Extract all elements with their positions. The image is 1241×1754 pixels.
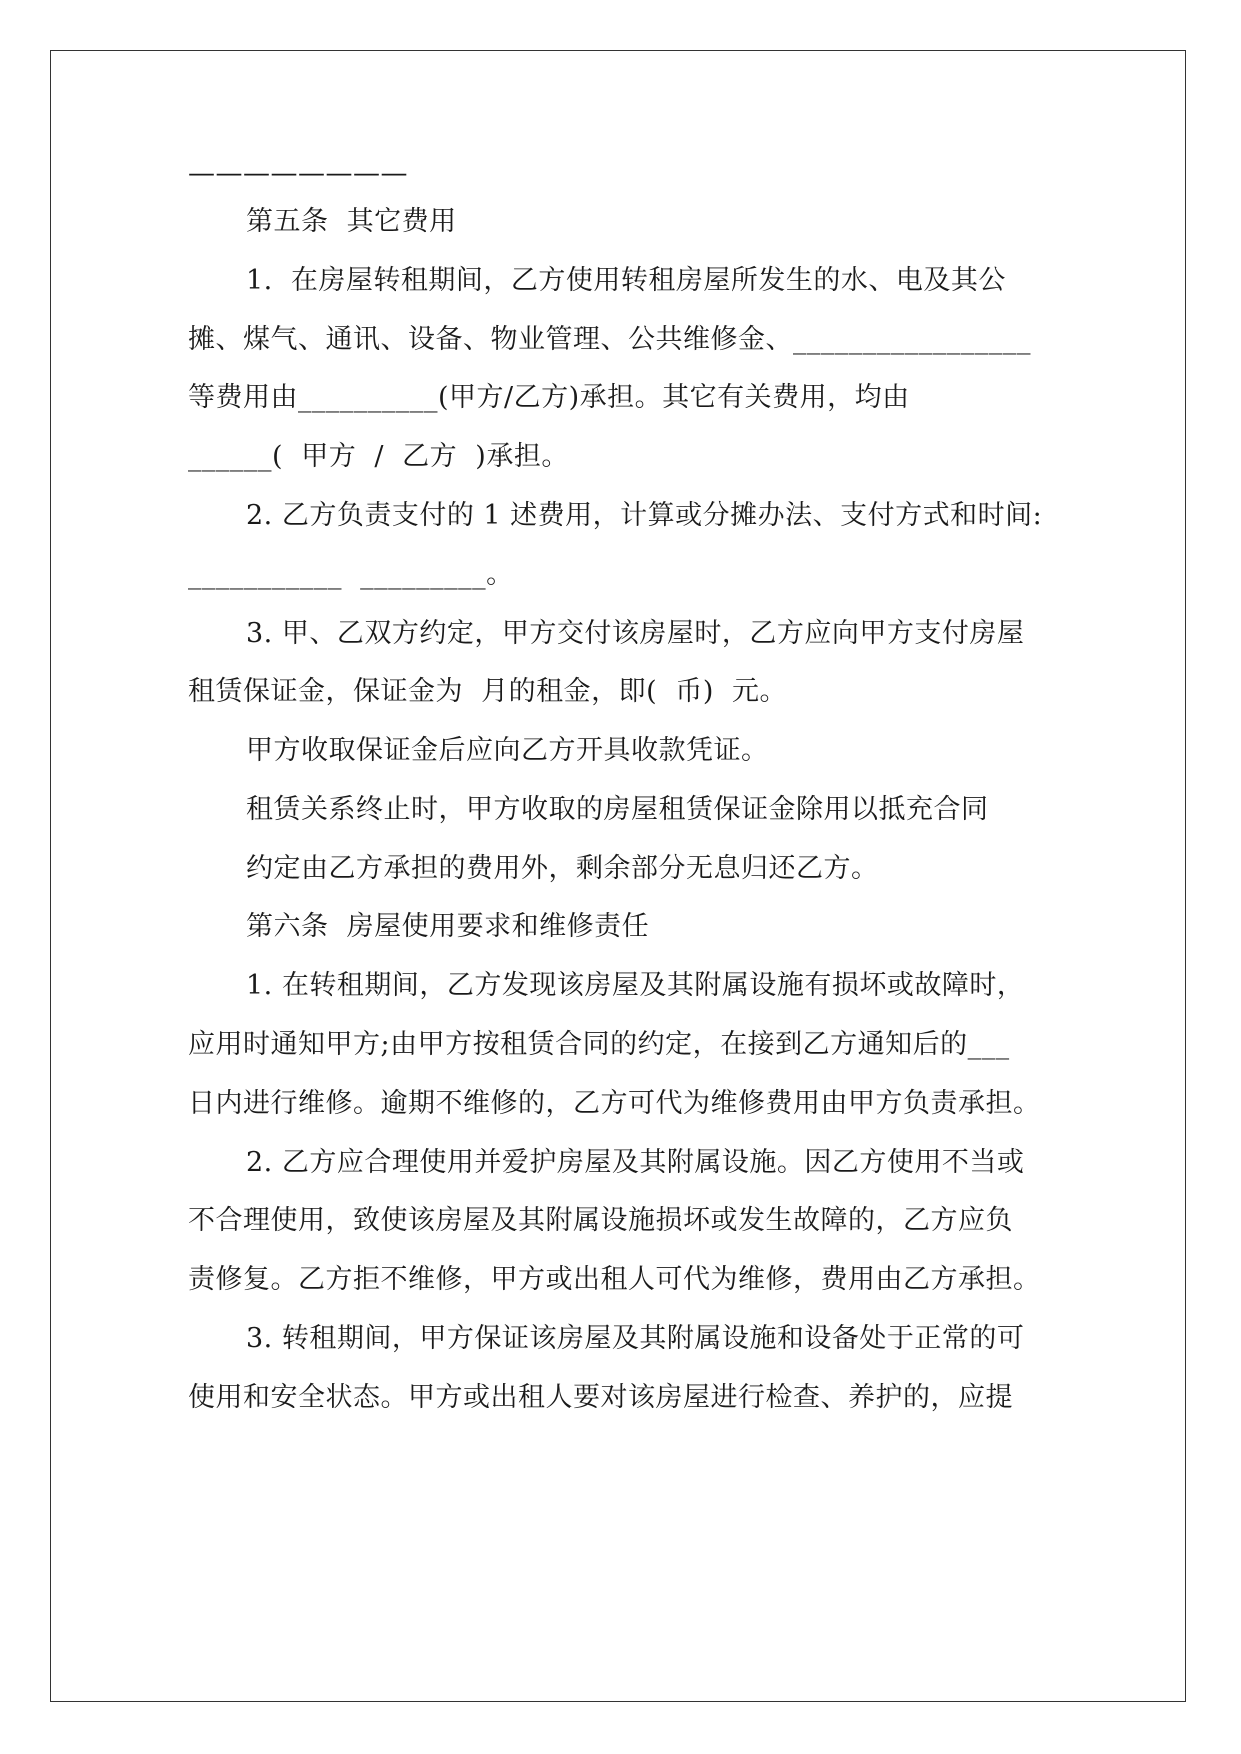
article-6-heading: 第六条 房屋使用要求和维修责任 bbox=[246, 911, 650, 942]
paragraph-line: 1. 在转租期间，乙方发现该房屋及其附属设施有损坏或故障时， bbox=[246, 970, 1025, 1001]
paragraph-line: 1. 在房屋转租期间，乙方使用转租房屋所发生的水、电及其公 bbox=[246, 265, 1006, 296]
paragraph-line: 等费用由__________(甲方/乙方)承担。其它有关费用，均由 bbox=[188, 382, 910, 413]
paragraph-line: 约定由乙方承担的费用外，剩余部分无息归还乙方。 bbox=[246, 853, 879, 884]
article-5-heading: 第五条 其它费用 bbox=[246, 206, 457, 237]
paragraph-line: 2. 乙方负责支付的 1 述费用，计算或分摊办法、支付方式和时间: bbox=[246, 500, 1043, 531]
blank-line: ———————— bbox=[188, 158, 408, 189]
paragraph-line: 租赁保证金，保证金为 月的租金，即( 币) 元。 bbox=[188, 676, 788, 707]
paragraph-line: ___________ _________。 bbox=[188, 559, 514, 590]
paragraph-line: 责修复。乙方拒不维修，甲方或出租人可代为维修，费用由乙方承担。 bbox=[188, 1264, 1041, 1295]
paragraph-line: 使用和安全状态。甲方或出租人要对该房屋进行检查、养护的，应提 bbox=[188, 1382, 1013, 1413]
paragraph-line: ______( 甲方 / 乙方 )承担。 bbox=[188, 441, 569, 472]
paragraph-line: 不合理使用，致使该房屋及其附属设施损坏或发生故障的，乙方应负 bbox=[188, 1205, 1013, 1236]
paragraph-line: 3. 甲、乙双方约定，甲方交付该房屋时，乙方应向甲方支付房屋 bbox=[246, 618, 1025, 649]
paragraph-line: 日内进行维修。逾期不维修的，乙方可代为维修费用由甲方负责承担。 bbox=[188, 1088, 1041, 1119]
paragraph-line: 租赁关系终止时，甲方收取的房屋租赁保证金除用以抵充合同 bbox=[246, 794, 989, 825]
paragraph-line: 应用时通知甲方;由甲方按租赁合同的约定，在接到乙方通知后的___ bbox=[188, 1029, 1010, 1060]
paragraph-line: 2. 乙方应合理使用并爱护房屋及其附属设施。因乙方使用不当或 bbox=[246, 1147, 1025, 1178]
paragraph-line: 3. 转租期间，甲方保证该房屋及其附属设施和设备处于正常的可 bbox=[246, 1323, 1025, 1354]
paragraph-line: 甲方收取保证金后应向乙方开具收款凭证。 bbox=[246, 735, 769, 766]
paragraph-line: 摊、煤气、通讯、设备、物业管理、公共维修金、_________________ bbox=[188, 324, 1031, 355]
